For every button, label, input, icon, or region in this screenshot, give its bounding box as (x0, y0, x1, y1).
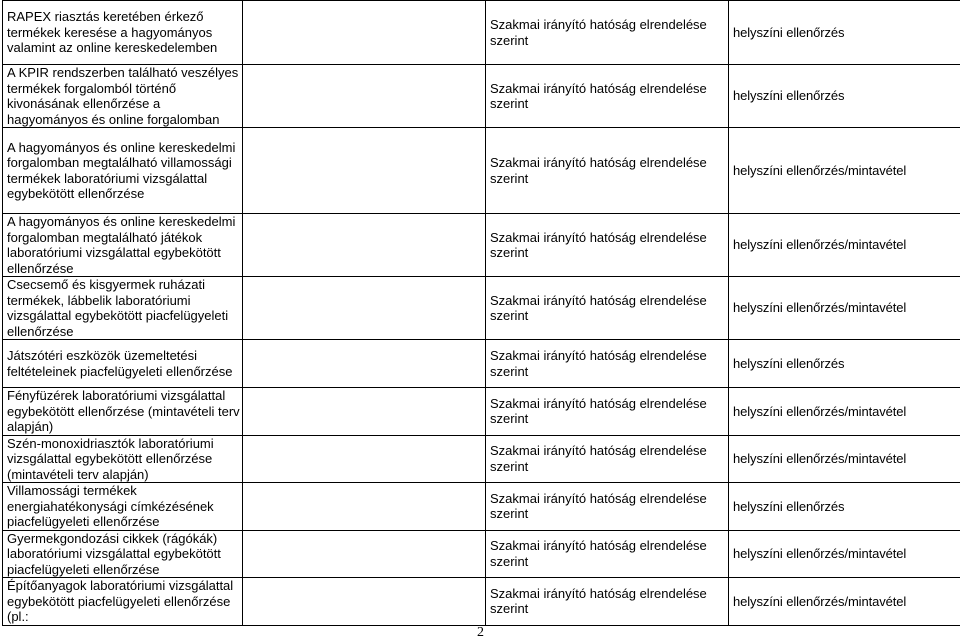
activity-cell: Játszótéri eszközök üzemeltetési feltételeinek piacfelügyeleti ellenőrzése (3, 340, 243, 388)
table-row (3, 388, 960, 436)
activity-cell: Szén-monoxidriasztók laboratóriumi vizsgálattal egybekötött ellenőrzése (mintavételi terv alapján) (3, 435, 243, 483)
empty-cell (243, 65, 486, 128)
empty-cell (243, 128, 486, 214)
table-row (3, 277, 960, 340)
activity-cell: A hagyományos és online kereskedelmi forgalomban megtalálható játékok laboratóriumi vizsgálattal egybekötött ellenőrzése (3, 214, 243, 277)
empty-cell (243, 214, 486, 277)
table-row (3, 435, 960, 483)
table-row (3, 65, 960, 128)
method-cell: helyszíni ellenőrzés (729, 65, 960, 128)
authority-cell: Szakmai irányító hatóság elrendelése szerint (486, 530, 729, 578)
activity-cell: A hagyományos és online kereskedelmi forgalomban megtalálható villamossági termékek laboratóriumi vizsgálattal egybekötött ellenőrzése (3, 128, 243, 214)
authority-cell: Szakmai irányító hatóság elrendelése szerint (486, 483, 729, 531)
authority-cell: Szakmai irányító hatóság elrendelése szerint (486, 214, 729, 277)
authority-cell: Szakmai irányító hatóság elrendelése szerint (486, 65, 729, 128)
inspection-plan-table (2, 0, 960, 626)
table-row (3, 214, 960, 277)
empty-cell (243, 530, 486, 578)
activity-cell: A KPIR rendszerben található veszélyes termékek forgalomból történő kivonásának ellenőrzése a hagyományos és online forgalomban (3, 65, 243, 128)
method-cell: helyszíni ellenőrzés (729, 340, 960, 388)
authority-cell: Szakmai irányító hatóság elrendelése szerint (486, 277, 729, 340)
empty-cell (243, 1, 486, 65)
activity-cell: Csecsemő és kisgyermek ruházati termékek, lábbelik laboratóriumi vizsgálattal egybekötött piacfelügyeleti ellenőrzése (3, 277, 243, 340)
page-number: 2 (477, 625, 484, 641)
method-cell: helyszíni ellenőrzés/mintavétel (729, 578, 960, 626)
method-cell: helyszíni ellenőrzés/mintavétel (729, 277, 960, 340)
method-cell: helyszíni ellenőrzés/mintavétel (729, 435, 960, 483)
table-row (3, 578, 960, 626)
table-row (3, 340, 960, 388)
activity-cell: Fényfüzérek laboratóriumi vizsgálattal egybekötött ellenőrzése (mintavételi terv alapján) (3, 388, 243, 436)
activity-cell: RAPEX riasztás keretében érkező termékek keresése a hagyományos valamint az online kereskedelemben (3, 1, 243, 65)
empty-cell (243, 340, 486, 388)
table-row (3, 483, 960, 531)
authority-cell: Szakmai irányító hatóság elrendelése szerint (486, 1, 729, 65)
activity-cell: Építőanyagok laboratóriumi vizsgálattal egybekötött piacfelügyeleti ellenőrzése (pl.: (3, 578, 243, 626)
table-row (3, 128, 960, 214)
empty-cell (243, 435, 486, 483)
authority-cell: Szakmai irányító hatóság elrendelése szerint (486, 128, 729, 214)
authority-cell: Szakmai irányító hatóság elrendelése szerint (486, 578, 729, 626)
authority-cell: Szakmai irányító hatóság elrendelése szerint (486, 388, 729, 436)
method-cell: helyszíni ellenőrzés/mintavétel (729, 530, 960, 578)
empty-cell (243, 483, 486, 531)
method-cell: helyszíni ellenőrzés (729, 1, 960, 65)
activity-cell: Gyermekgondozási cikkek (rágókák) laboratóriumi vizsgálattal egybekötött piacfelügyeleti ellenőrzése (3, 530, 243, 578)
empty-cell (243, 578, 486, 626)
activity-cell: Villamossági termékek energiahatékonysági címkézésének piacfelügyeleti ellenőrzése (3, 483, 243, 531)
method-cell: helyszíni ellenőrzés/mintavétel (729, 214, 960, 277)
table-row (3, 1, 960, 65)
authority-cell: Szakmai irányító hatóság elrendelése szerint (486, 435, 729, 483)
method-cell: helyszíni ellenőrzés/mintavétel (729, 388, 960, 436)
table-row (3, 530, 960, 578)
empty-cell (243, 388, 486, 436)
empty-cell (243, 277, 486, 340)
authority-cell: Szakmai irányító hatóság elrendelése szerint (486, 340, 729, 388)
method-cell: helyszíni ellenőrzés (729, 483, 960, 531)
method-cell: helyszíni ellenőrzés/mintavétel (729, 128, 960, 214)
